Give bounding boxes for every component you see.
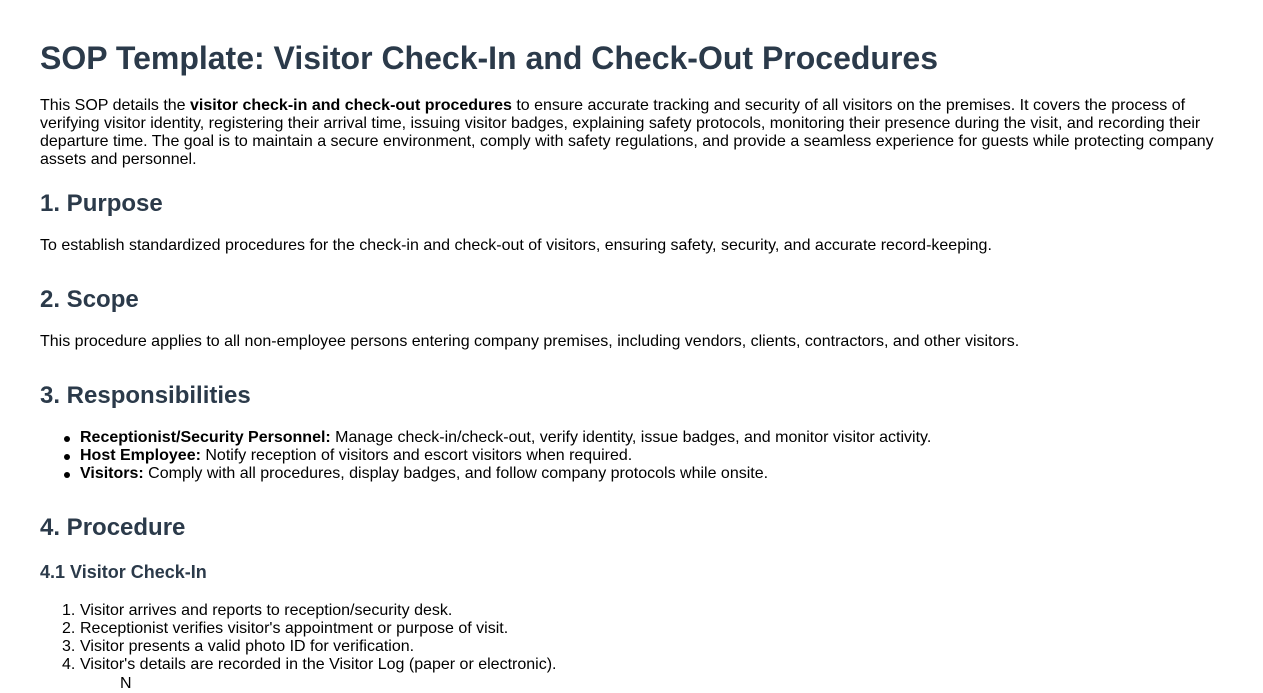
- list-item: [80, 429, 931, 447]
- purpose-text: To establish standardized procedures for the check-in and check-out of visitors, ensuring safety, security, and accurate record-keeping.: [40, 237, 992, 254]
- intro-bold: visitor check-in and check-out procedures: [190, 97, 512, 114]
- step-text: Receptionist verifies visitor's appointment or purpose of visit.: [80, 620, 509, 637]
- list-item: [62, 656, 557, 674]
- list-item: [62, 620, 556, 638]
- step-number: 2.: [62, 620, 76, 637]
- bullet-icon: [64, 454, 70, 460]
- scope-text: This procedure applies to all non-employee persons entering company premises, including vendors, clients, contractors, and other visitors.: [40, 333, 1020, 350]
- list-item: [62, 638, 556, 656]
- intro-suffix: to ensure accurate tracking and security of all visitors on the premises. It covers the process of verifying visitor identity, registering their arrival time, issuing visitor badges, explaining safety protocols, monitoring their presence during the visit, and recording their departure time. The goal is to maintain a secure environment, comply with safety regulations, and provide a seamless experience for guests while protecting company assets and personnel.: [40, 97, 1214, 168]
- purpose-heading: 1. Purpose: [40, 190, 163, 217]
- scope-heading: 2. Scope: [40, 286, 139, 313]
- step-text: Visitor presents a valid photo ID for verification.: [80, 638, 415, 655]
- role-description: Manage check-in/check-out, verify identity, issue badges, and monitor visitor activity.: [330, 429, 932, 446]
- step-number: 1.: [62, 602, 76, 619]
- step-number: 4.: [62, 656, 76, 673]
- list-item: [62, 602, 556, 620]
- role-label: Host Employee:: [80, 447, 201, 464]
- procedure-heading: 4. Procedure: [40, 514, 186, 541]
- responsibilities-list: [40, 429, 931, 483]
- intro-prefix: This SOP details the: [40, 97, 190, 114]
- list-item: [80, 465, 931, 483]
- responsibilities-heading: 3. Responsibilities: [40, 382, 251, 409]
- role-label: Visitors:: [80, 465, 144, 482]
- role-description: Comply with all procedures, display badges, and follow company protocols while onsite.: [143, 465, 769, 482]
- bullet-icon: [64, 436, 70, 442]
- list-item: [80, 447, 931, 465]
- page-title: SOP Template: Visitor Check-In and Check-Out Procedures: [40, 40, 939, 76]
- checkin-heading: 4.1 Visitor Check-In: [40, 562, 207, 582]
- step-text: Visitor's details are recorded in the Visitor Log (paper or electronic).: [80, 656, 557, 673]
- checkin-steps: [40, 602, 556, 674]
- role-label: Receptionist/Security Personnel:: [80, 429, 331, 446]
- role-description: Notify reception of visitors and escort visitors when required.: [200, 447, 633, 464]
- step-text: Visitor arrives and reports to reception/security desk.: [80, 602, 453, 619]
- step-number: 3.: [62, 638, 76, 655]
- intro-paragraph: [40, 97, 1230, 169]
- clipped-sub-item: N: [120, 675, 132, 692]
- bullet-icon: [64, 472, 70, 478]
